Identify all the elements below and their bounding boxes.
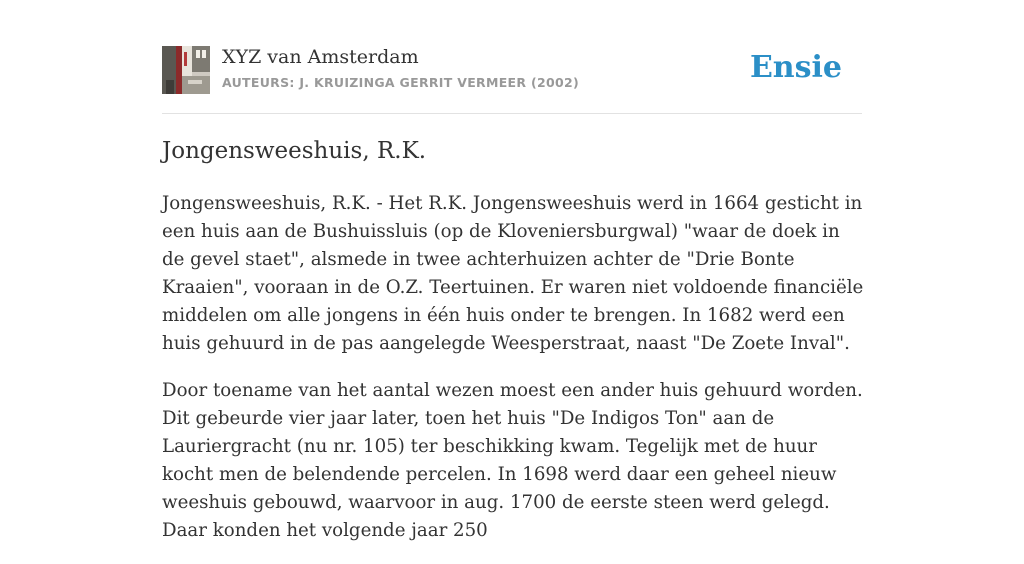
book-header (162, 46, 862, 96)
entry-body (162, 190, 867, 564)
entry-paragraph: Jongensweeshuis, R.K. - Het R.K. Jongensweeshuis werd in 1664 gesticht in een huis aan de Bushuissluis (op de Kloveniersburgwal) "waar de doek in de gevel staet", alsmede in twee achterhuizen achter de "Drie Bonte Kraaien", vooraan in de O.Z. Teertuinen. Er waren niet voldoende financiële middelen om alle jongens in één huis onder te brengen. In 1682 werd een huis gehuurd in de pas aangelegde Weesperstraat, naast "De Zoete Inval". (162, 193, 864, 354)
entry-title: Jongensweeshuis, R.K. (162, 138, 427, 164)
entry-paragraph: Door toename van het aantal wezen moest een ander huis gehuurd worden. Dit gebeurde vier jaar later, toen het huis "De Indigos Ton" aan de Lauriergracht (nu nr. 105) ter beschikking kwam. Tegelijk met de huur kocht men de belendende percelen. In 1698 werd daar een geheel nieuw weeshuis gebouwd, waarvoor in aug. 1700 de eerste steen werd gelegd. Daar konden het volgende jaar 250 (162, 380, 863, 541)
book-cover-image (162, 46, 210, 94)
book-cover-avatar[interactable] (162, 46, 210, 94)
header-divider (162, 113, 862, 114)
book-authors: AUTEURS: J. KRUIZINGA GERRIT VERMEER (2002) (222, 75, 579, 90)
ensie-logo[interactable]: Ensie (749, 50, 842, 85)
book-title[interactable]: XYZ van Amsterdam (222, 46, 419, 68)
